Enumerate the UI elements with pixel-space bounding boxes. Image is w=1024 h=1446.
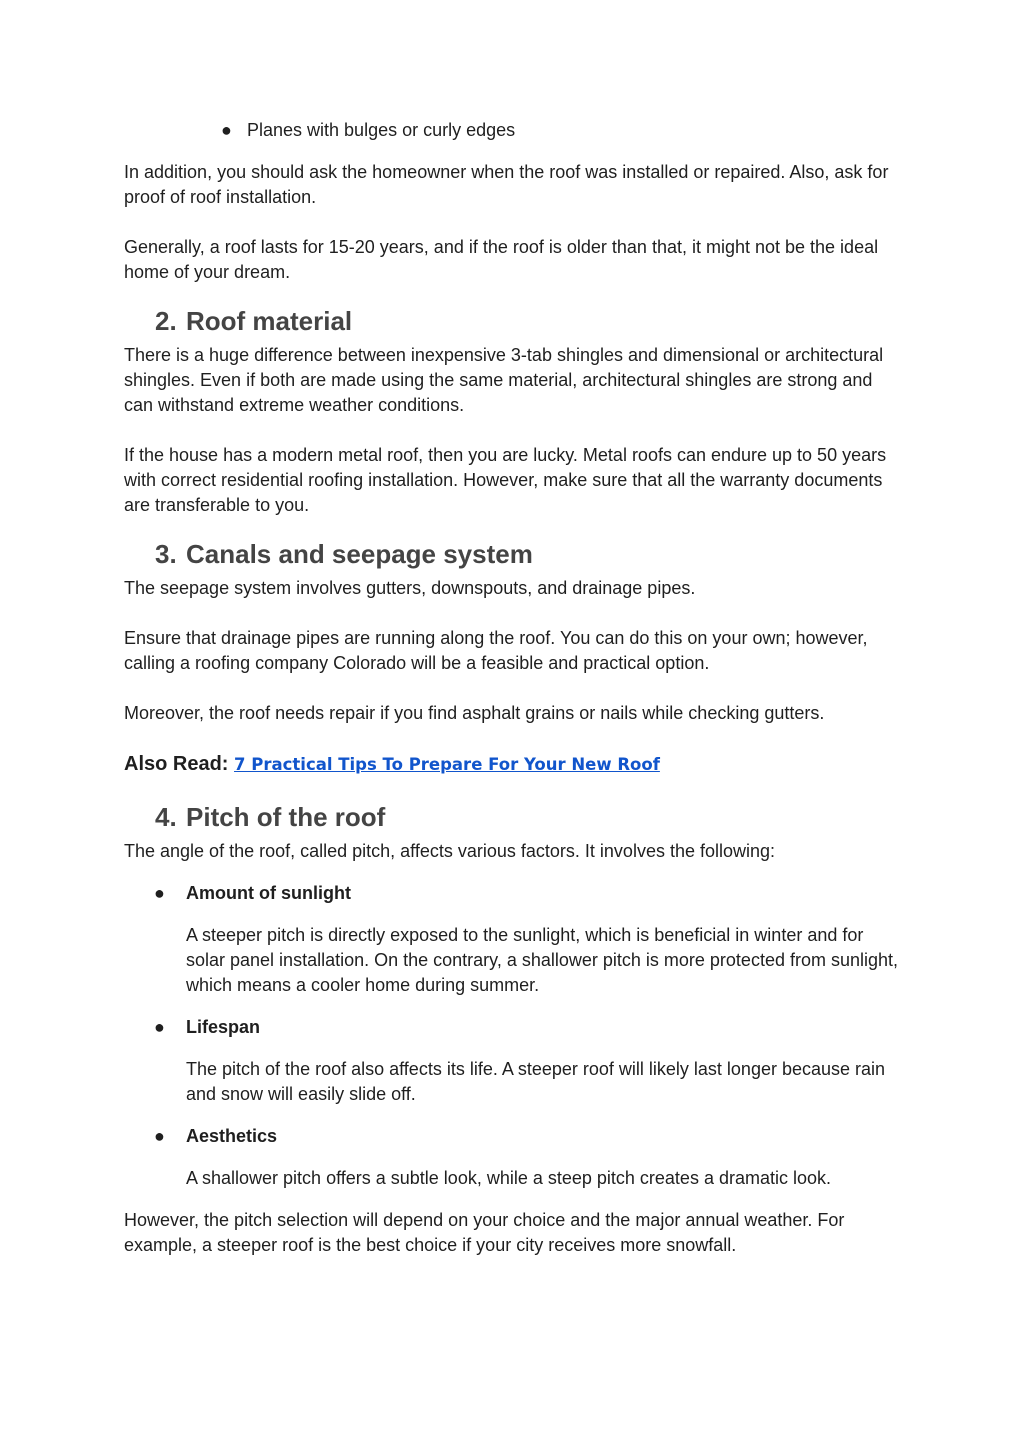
section-title: Roof material xyxy=(186,306,353,336)
also-read-label: Also Read: xyxy=(124,753,229,775)
list-item-heading: Amount of sunlight xyxy=(186,883,351,903)
section-heading-roof-material xyxy=(124,306,904,336)
also-read-link[interactable]: 7 Practical Tips To Prepare For Your New Roof xyxy=(234,755,660,774)
list-item-body: The pitch of the roof also affects its life. A steeper roof will likely last longer because rain and snow will easily slide off. xyxy=(186,1059,886,1104)
list-item-heading: Lifespan xyxy=(186,1017,261,1037)
list-item-heading: Aesthetics xyxy=(186,1126,278,1146)
section-number: 4. xyxy=(155,802,177,832)
section-title: Canals and seepage system xyxy=(186,539,533,569)
bullet-icon: ● xyxy=(154,883,165,903)
section-title: Pitch of the roof xyxy=(186,802,386,832)
paragraph: There is a huge difference between inexpensive 3-tab shingles and dimensional or architectural shingles. Even if both are made using the same material, architectural shingles are strong and can withstand extreme weather conditions. xyxy=(124,345,884,415)
list-item xyxy=(124,1015,904,1040)
list-item xyxy=(124,1124,904,1149)
also-read-callout xyxy=(124,751,904,778)
bullet-icon: ● xyxy=(154,1126,165,1146)
list-item-body: A shallower pitch offers a subtle look, while a steep pitch creates a dramatic look. xyxy=(186,1168,832,1188)
paragraph: Generally, a roof lasts for 15-20 years, and if the roof is older than that, it might not be the ideal home of your dream. xyxy=(124,237,879,282)
list-item-body: A steeper pitch is directly exposed to the sunlight, which is beneficial in winter and for solar panel installation. On the contrary, a shallower pitch is more protected from sunlight, which means a cooler home during summer. xyxy=(186,925,899,995)
paragraph: If the house has a modern metal roof, then you are lucky. Metal roofs can endure up to 50 years with correct residential roofing installation. However, make sure that all the warranty documents are transferable to you. xyxy=(124,445,887,515)
paragraph: Ensure that drainage pipes are running along the roof. You can do this on your own; however, calling a roofing company Colorado will be a feasible and practical option. xyxy=(124,628,868,673)
bullet-icon: ● xyxy=(154,1017,165,1037)
bullet-icon: ● xyxy=(221,120,232,140)
paragraph: Moreover, the roof needs repair if you find asphalt grains or nails while checking gutters. xyxy=(124,703,825,723)
section-heading-canals-seepage xyxy=(124,539,904,569)
paragraph: The angle of the roof, called pitch, affects various factors. It involves the following: xyxy=(124,841,776,861)
paragraph: However, the pitch selection will depend on your choice and the major annual weather. For example, a steeper roof is the best choice if your city receives more snowfall. xyxy=(124,1210,845,1255)
list-item-text: Planes with bulges or curly edges xyxy=(247,120,516,140)
list-item xyxy=(124,881,904,906)
paragraph: The seepage system involves gutters, downspouts, and drainage pipes. xyxy=(124,578,696,598)
paragraph: In addition, you should ask the homeowner when the roof was installed or repaired. Also, ask for proof of roof installation. xyxy=(124,162,889,207)
document-page xyxy=(124,118,904,1283)
section-heading-pitch xyxy=(124,802,904,832)
section-number: 3. xyxy=(155,539,177,569)
section-number: 2. xyxy=(155,306,177,336)
list-item xyxy=(124,118,904,143)
